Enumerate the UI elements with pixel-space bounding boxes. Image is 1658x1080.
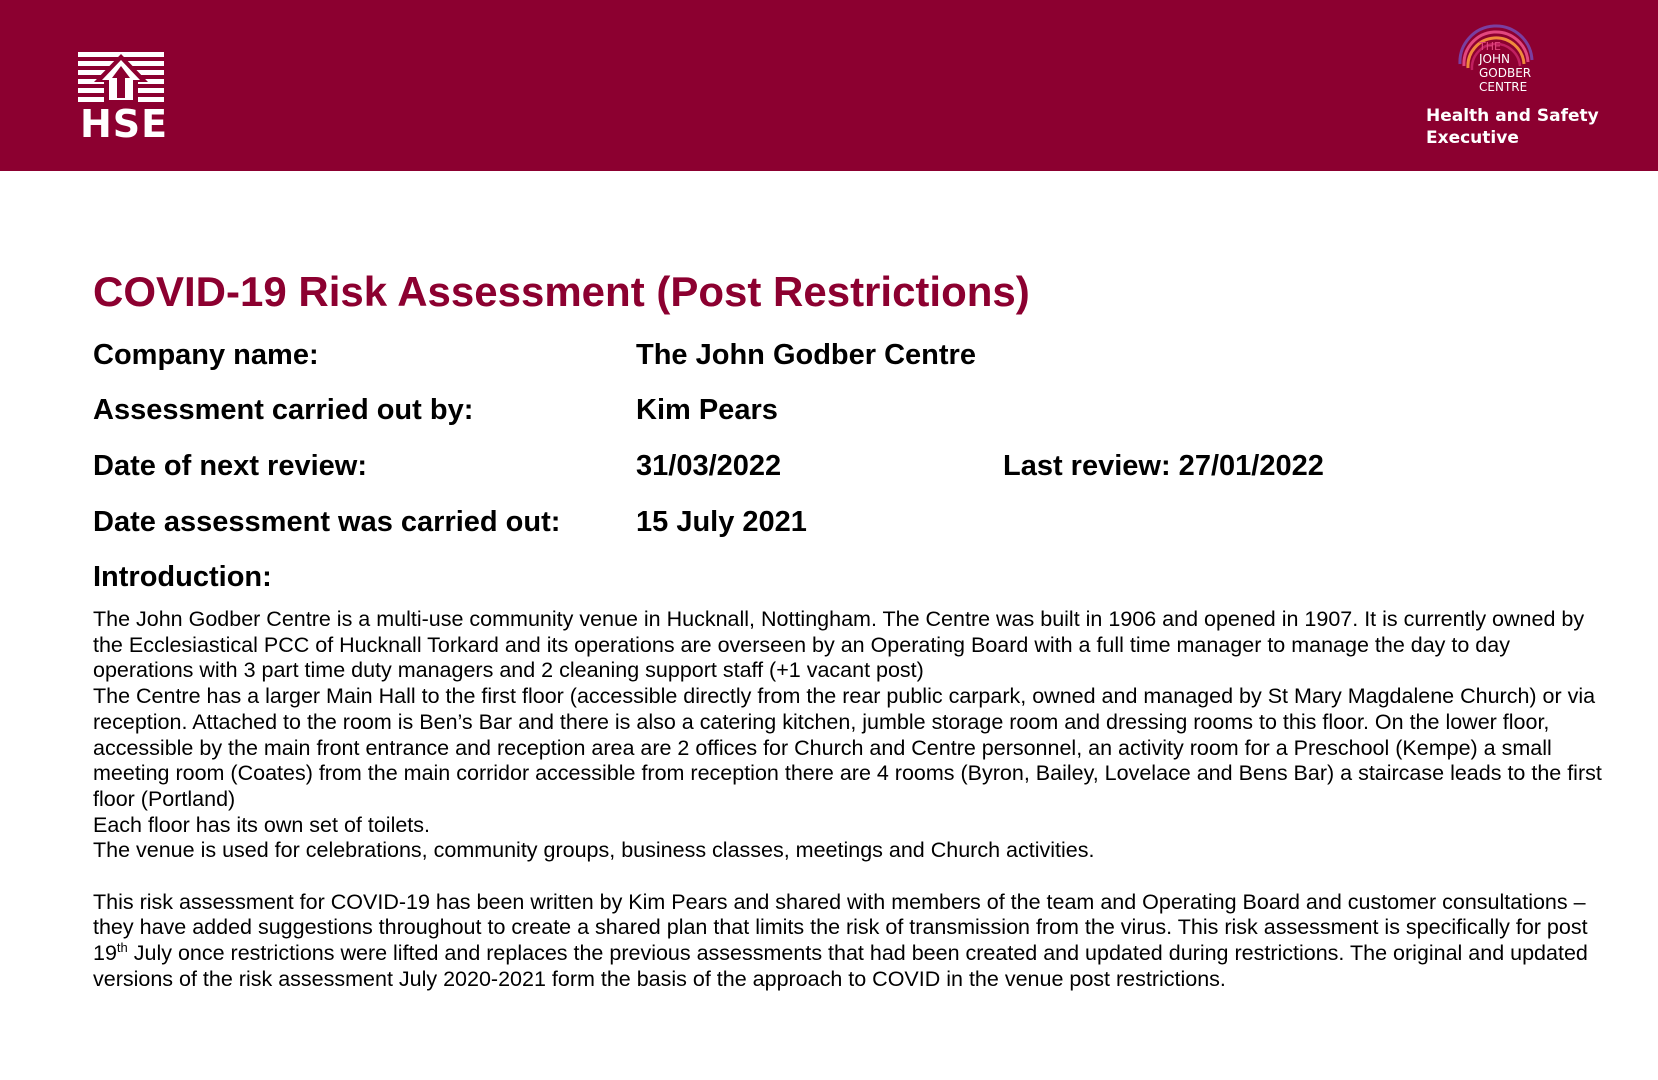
assessment-date-value: 15 July 2021	[636, 506, 807, 538]
intro-paragraph-1: The John Godber Centre is a multi-use community venue in Hucknall, Nottingham. The Centre was built in 1906 and opened in 1907. It is currently owned by the Ecclesiastical PCC of Hucknall Torkard and its operations are overseen by an Operating Board with a full time manager to manage the day to day operations with 3 part time duty managers and 2 cleaning support staff (+1 vacant post)	[93, 607, 1585, 683]
introduction-body	[93, 607, 1608, 993]
assessment-date-label: Date assessment was carried out:	[93, 506, 561, 538]
partner-logo-line1: JOHN	[1479, 52, 1510, 66]
intro-paragraph-5-part-b: July once restrictions were lifted and replaces the previous assessments that had been created and updated during restrictions. The original and updated versions of the risk assessment July 2020-2021 form the basis of the approach to COVID in the venue post restrictions.	[93, 941, 1588, 991]
company-name-label: Company name:	[93, 339, 319, 371]
agency-name-line2: Executive	[1426, 128, 1519, 148]
assessor-label: Assessment carried out by:	[93, 394, 474, 426]
intro-paragraph-3: Each floor has its own set of toilets.	[93, 812, 430, 837]
document-title: COVID-19 Risk Assessment (Post Restrictions)	[93, 268, 1030, 315]
intro-paragraph-4: The venue is used for celebrations, community groups, business classes, meetings and Church activities.	[93, 838, 1095, 863]
last-review: Last review: 27/01/2022	[1003, 450, 1324, 482]
next-review-value: 31/03/2022	[636, 450, 782, 482]
intro-paragraph-5-part-a: This risk assessment for COVID-19 has been written by Kim Pears and shared with members of the team and Operating Board and customer consultations – they have added suggestions throughout to create a shared plan that limits the risk of transmission from the virus. This risk assessment is specifically for post 19	[93, 889, 1588, 966]
intro-paragraph-5	[93, 890, 1608, 993]
agency-name-line1: Health and Safety	[1426, 106, 1599, 126]
hse-logo-text: HSE	[80, 102, 169, 146]
partner-logo-line3: CENTRE	[1479, 80, 1528, 94]
intro-paragraph-2: The Centre has a larger Main Hall to the first floor (accessible directly from the rear public carpark, owned and managed by St Mary Magdalene Church) or via reception. Attached to the room is Ben’s Bar and there is also a catering kitchen, jumble storage room and dressing rooms to this floor. On the lower floor, accessible by the main front entrance and reception area are 2 offices for Church and Centre personnel, an activity room for a Preschool (Kempe) a small meeting room (Coates) from the main corridor accessible from reception there are 4 rooms (Byron, Bailey, Lovelace and Bens Bar) a staircase leads to the first floor (Portland)	[93, 684, 1602, 811]
partner-logo-line2: GODBER	[1479, 66, 1532, 80]
hse-house-icon	[78, 52, 170, 104]
partner-logo-the: THE	[1479, 40, 1501, 53]
company-name-value: The John Godber Centre	[636, 339, 976, 371]
agency-name	[1426, 105, 1599, 149]
introduction-heading: Introduction:	[93, 561, 272, 593]
partner-logo-text	[1479, 40, 1532, 94]
ordinal-suffix: th	[116, 939, 128, 955]
next-review-label: Date of next review:	[93, 450, 367, 482]
assessor-value: Kim Pears	[636, 394, 778, 426]
header-band	[0, 0, 1658, 171]
paragraph-spacer	[93, 864, 1608, 890]
